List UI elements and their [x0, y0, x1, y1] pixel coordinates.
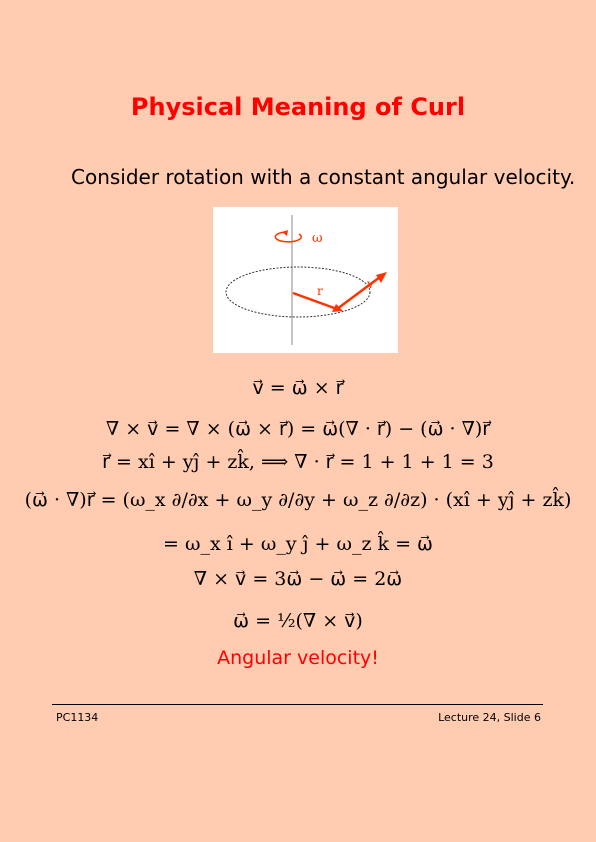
course-code: PC1134 — [56, 711, 99, 724]
rotation-figure — [213, 207, 398, 353]
equation-4: (ω⃗ · ∇)r⃗ = (ω_x ∂/∂x + ω_y ∂/∂y + ω_z ∂/∂z) · (xî + yĵ + zk̂) — [24, 489, 572, 511]
slide-number: Lecture 24, Slide 6 — [438, 711, 541, 724]
equation-3: r⃗ = xî + yĵ + zk̂, ⟹ ∇ · r⃗ = 1 + 1 + 1 = 3 — [102, 451, 494, 473]
footer-divider — [52, 704, 543, 705]
slide-title: Physical Meaning of Curl — [130, 93, 466, 121]
omega-label: ω — [312, 231, 323, 246]
radius-vector — [293, 293, 337, 309]
rotation-diagram — [213, 207, 398, 353]
orbit-ellipse — [226, 267, 370, 317]
velocity-arrowhead — [376, 272, 387, 283]
equation-7: ω⃗ = ½(∇ × v⃗) — [233, 610, 363, 632]
intro-text: Consider rotation with a constant angular velocity. — [71, 165, 576, 189]
v-label: v — [367, 277, 374, 291]
rotation-arrow — [275, 232, 301, 242]
r-label: r — [317, 284, 323, 298]
equation-1: v⃗ = ω⃗ × r⃗ — [252, 377, 344, 399]
equation-6: ∇ × v⃗ = 3ω⃗ − ω⃗ = 2ω⃗ — [193, 568, 403, 590]
equation-2: ∇ × v⃗ = ∇ × (ω⃗ × r⃗) = ω⃗(∇ · r⃗) − (ω⃗ · ∇)r⃗ — [105, 418, 491, 440]
equation-5: = ω_x î + ω_y ĵ + ω_z k̂ = ω⃗ — [163, 533, 433, 555]
conclusion-text: Angular velocity! — [217, 647, 379, 669]
